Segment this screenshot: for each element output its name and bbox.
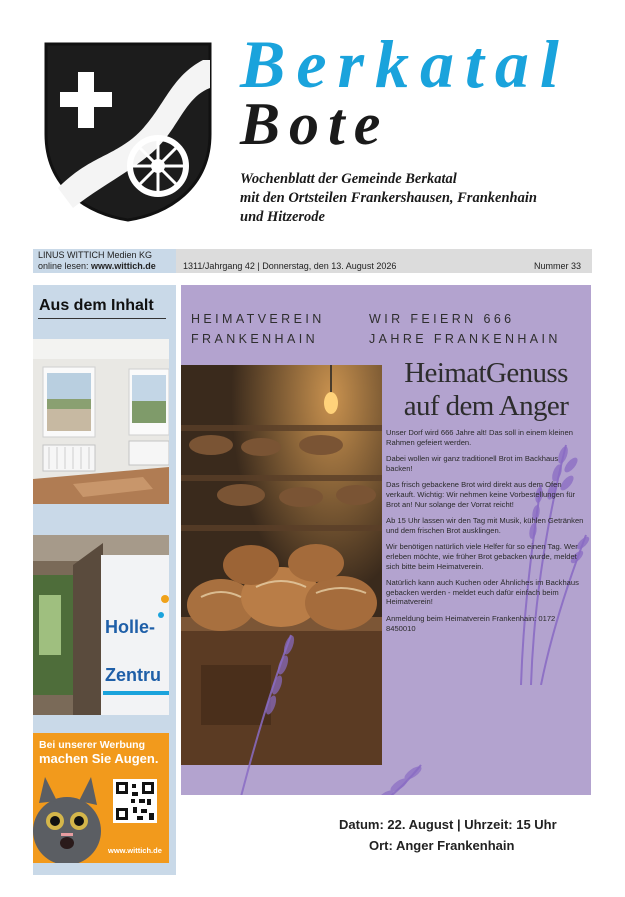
room-photo-image [33,339,169,504]
poster-event-details [181,795,591,875]
online-line [38,261,176,272]
ad-line: machen Sie Augen. [39,751,159,766]
poster-headline [386,357,586,423]
publisher-box [33,249,176,273]
body-paragraph: Ab 15 Uhr lassen wir den Tag mit Musik, kühlen Getränken und dem frischen Brot ausklingen. [386,516,584,535]
body-paragraph: Unser Dorf wird 666 Jahre alt! Das soll in einem kleinen Rahmen gefeiert werden. [386,428,573,447]
sign-text-line: Holle- [105,617,156,637]
event-location: Ort: Anger Frankenhain [369,838,515,853]
sidebar-divider [38,318,166,319]
headline-line: auf dem Anger [403,390,569,422]
ad-url: www.wittich.de [108,846,162,855]
website-link[interactable]: www.wittich.de [91,261,156,271]
poster-body-text [386,428,586,640]
body-paragraph: Das frisch gebackene Brot wird direkt aus dem Ofen verkauft. Wichtig: Wir nehmen keine Vorbestellungen für Brot an! Nur solange der Vorrat reicht! [386,480,576,509]
masthead-title-second-line: Bote [240,91,390,157]
body-paragraph: Dabei wollen wir ganz traditionell Brot im Backhaus backen! [386,454,559,473]
coat-of-arms-icon [38,38,218,223]
publisher-name: LINUS WITTICH Medien KG [38,250,153,260]
poster-anniversary [369,309,561,349]
anniversary-line: WIR FEIERN 666 [369,312,515,326]
advertisement[interactable] [33,733,169,863]
issue-info-bar [33,249,592,273]
center-sign-image [33,535,169,715]
issue-date: 1311/Jahrgang 42 | Donnerstag, den 13. August 2026 [183,261,397,271]
event-date-time: Datum: 22. August | Uhrzeit: 15 Uhr [339,817,557,832]
room-photo[interactable] [33,339,169,504]
organizer-line: FRANKENHAIN [191,332,318,346]
headline-line: HeimatGenuss [404,357,568,389]
ad-line: Bei unserer Werbung [39,739,145,751]
poster-upper-panel [181,285,591,795]
sign-text-line: Zentru [105,665,161,685]
subtitle-line: Wochenblatt der Gemeinde Berkatal [240,171,457,187]
masthead-subtitle [240,170,610,227]
bread-photo [181,365,382,765]
body-paragraph: Wir benötigen natürlich viele Helfer für so einen Tag. Wer erleben möchte, wie früher Brot gebacken wurde, meldet sich bitte beim Heimatverein. [386,542,578,571]
issue-number: Nummer 33 [533,261,581,271]
poster-organizer [191,309,325,349]
body-paragraph: Natürlich kann auch Kuchen oder Ähnliches im Backhaus gebacken werden - meldet euch dafür einfach beim Heimatverein! [386,578,579,607]
subtitle-line: mit den Ortsteilen Frankershausen, Frankenhain [240,190,537,206]
organizer-line: HEIMATVEREIN [191,312,325,326]
body-paragraph: Anmeldung beim Heimatverein Frankenhain: 0172 8450010 [386,613,556,633]
event-poster [181,285,591,875]
contents-sidebar [33,285,176,875]
subtitle-line: und Hitzerode [240,209,325,225]
qr-code-icon[interactable] [113,779,157,823]
ad-headline [39,739,158,765]
bread-photo-image [181,365,382,765]
sidebar-heading: Aus dem Inhalt [39,297,154,314]
center-sign-photo[interactable] [33,535,169,715]
masthead-title: Berkatal [240,26,570,102]
online-prefix: online lesen: [38,261,92,271]
anniversary-line: JAHRE FRANKENHAIN [369,332,561,346]
